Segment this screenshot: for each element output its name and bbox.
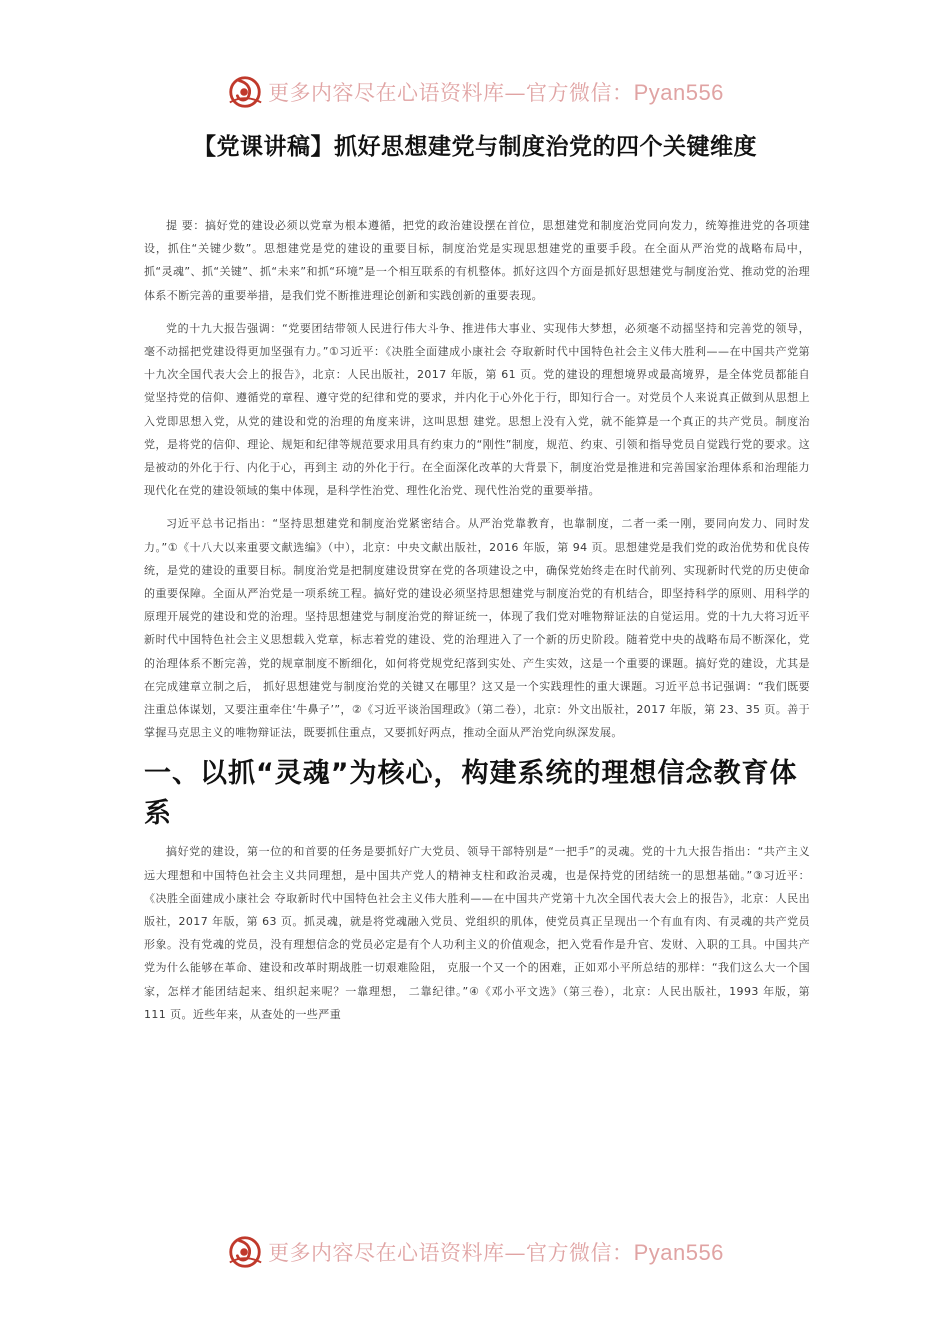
- header-banner-text: [268, 77, 724, 107]
- heart-logo-icon: [226, 73, 264, 111]
- abstract-paragraph: 提 要：搞好党的建设必须以党章为根本遵循，把党的政治建设摆在首位，思想建党和制度治党同向发力，统筹推进党的各项建设，抓住“关键少数”。思想建党是党的建设的重要目标，制度治党是实现思想建党的重要手段。在全面从严治党的战略布局中，抓“灵魂”、抓“关键”、抓“未来”和抓“环境”是一个相互联系的有机整体。抓好这四个方面是抓好思想建党与制度治党、推动党的治理体系不断完善的重要举措，是我们党不断推进理论创新和实践创新的重要表现。: [144, 219, 810, 302]
- header-banner-handle: Pyan556: [633, 80, 724, 105]
- page-title: 【党课讲稿】抓好思想建党与制度治党的四个关键维度: [193, 134, 757, 160]
- footer-banner-handle: Pyan556: [633, 1240, 724, 1265]
- document-body: [144, 214, 810, 1036]
- body-paragraph: 党的十九大报告强调：“党要团结带领人民进行伟大斗争、推进伟大事业、实现伟大梦想，必须毫不动摇坚持和完善党的领导，毫不动摇把党建设得更加坚强有力。”①习近平：《决胜全面建成小康社会 夺取新时代中国特色社会主义伟大胜利——在中国共产党第十九次全国代表大会上的报告》，北京：人民出版社，2017 年版，第 61 页。党的建设的理想境界或最高境界，是全体党员都能自觉坚持党的信仰、遵循党的章程、遵守党的纪律和党的要求，并内化于心外化于行，即知行合一。对党员个人来说真正做到从思想上入党即思想入党，从党的建设和党的治理的角度来讲，这叫思想 建党。思想上没有入党，就不能算是一个真正的共产党员。制度治党，是将党的信仰、理论、规矩和纪律等规范要求用具有约束力的“刚性”制度，规范、约束、引领和指导党员自觉践行党的要求。这是被动的外化于行、内化于心，再到主 动的外化于行。在全面深化改革的大背景下，制度治党是推进和完善国家治理体系和治理能力现代化在党的建设领域的集中体现，是科学性治党、理性化治党、现代性治党的重要举措。: [144, 321, 810, 498]
- section-heading: 一、以抓“灵魂”为核心，构建系统的理想信念教育体系: [144, 758, 798, 830]
- header-banner-label: 更多内容尽在心语资料库—官方微信：: [268, 81, 634, 105]
- body-paragraph: 习近平总书记指出：“坚持思想建党和制度治党紧密结合。从严治党靠教育，也靠制度，二者一柔一刚，要同向发力、同时发力。”①《十八大以来重要文献选编》（中），北京：中央文献出版社，2016 年版，第 94 页。思想建党是我们党的政治优势和优良传统，是党的建设的重要目标。制度治党是把制度建设贯穿在党的各项建设之中，确保党始终走在时代前列、实现新时代党的历史使命的重要保障。全面从严治党是一项系统工程。搞好党的建设必须坚持思想建党与制度治党的有机结合，即坚持科学的原则、用科学的原理开展党的建设和党的治理。坚持思想建党与制度治党的辩证统一，体现了我们党对唯物辩证法的自觉运用。党的十九大将习近平新时代中国特色社会主义思想载入党章，标志着党的建设、党的治理进入了一个新的历史阶段。随着党中央的战略布局不断深化，党的治理体系不断完善，党的规章制度不断细化，如何将党规党纪落到实处、产生实效，这是一个重要的课题。搞好党的建设，尤其是在完成建章立制之后， 抓好思想建党与制度治党的关键又在哪里？这又是一个实践理性的重大课题。习近平总书记强调：“我们既要注重总体谋划，又要注重牵住‘牛鼻子’”，②《习近平谈治国理政》（第二卷），北京：外文出版社，2017 年版，第 23、35 页。善于掌握马克思主义的唯物辩证法，既要抓住重点，又要抓好两点，推动全面从严治党向纵深发展。: [144, 517, 810, 740]
- footer-banner-label: 更多内容尽在心语资料库—官方微信：: [268, 1241, 634, 1265]
- footer-banner: [0, 1232, 950, 1272]
- header-banner: [0, 72, 950, 112]
- section-paragraph: 搞好党的建设，第一位的和首要的任务是要抓好广大党员、领导干部特别是“一把手”的灵魂。党的十九大报告指出：“共产主义远大理想和中国特色社会主义共同理想，是中国共产党人的精神支柱和政治灵魂，也是保持党的团结统一的思想基础。”③习近平：《决胜全面建成小康社会 夺取新时代中国特色社会主义伟大胜利——在中国共产党第十九次全国代表大会上的报告》，北京：人民出版社，2017 年版，第 63 页。抓灵魂，就是将党魂融入党员、党组织的肌体，使党员真正呈现出一个有血有肉、有灵魂的共产党员形象。没有党魂的党员，没有理想信念的党员必定是有个人功利主义的价值观念，把入党看作是升官、发财、入职的工具。中国共产党为什么能够在革命、建设和改革时期战胜一切艰难险阻， 克服一个又一个的困难，正如邓小平所总结的那样：“我们这么大一个国家，怎样才能团结起来、组织起来呢？一靠理想， 二靠纪律。”④《邓小平文选》（第三卷），北京：人民出版社，1993 年版，第 111 页。近些年来，从查处的一些严重: [144, 845, 810, 1021]
- heart-logo-icon: [226, 1233, 264, 1271]
- footer-banner-text: [268, 1237, 724, 1267]
